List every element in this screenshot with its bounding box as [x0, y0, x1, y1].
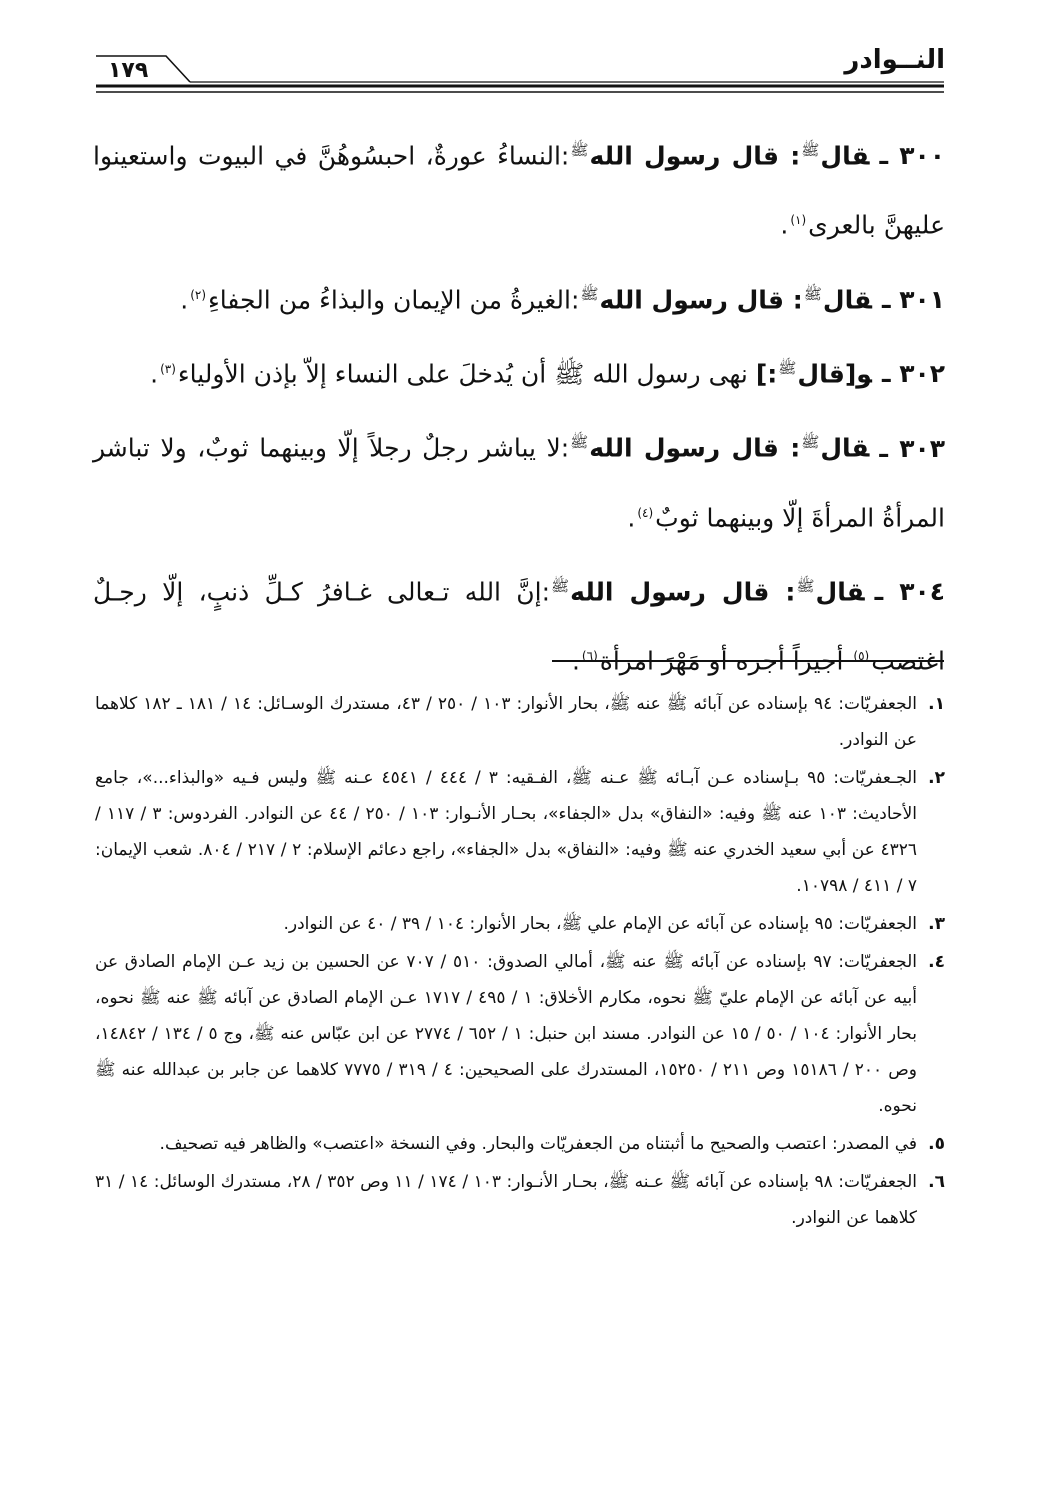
- prophet-attribution: :]: [755, 359, 778, 389]
- end-mark: .: [627, 502, 636, 532]
- footnote-ref: (٤): [637, 505, 654, 520]
- footnote-number: ٥.: [928, 1134, 945, 1154]
- salutation-icon: ﷺ: [570, 433, 589, 452]
- main-text: [93, 118, 945, 698]
- footnote-number: ٢.: [928, 768, 945, 788]
- salutation-icon: ﷺ: [803, 284, 822, 303]
- footnote-5: [95, 1126, 945, 1162]
- hadith-text-continued: أجيراً أجره أو مَهْرَ امرأة: [599, 646, 844, 676]
- prophet-attribution: : قال رسول الله: [589, 433, 801, 463]
- salutation-icon: ﷺ: [580, 284, 599, 303]
- footnote-ref: (١): [790, 213, 807, 228]
- hadith-text: :لا يباشر رجلٌ رجلاً إلّا وبينهما ثوبٌ، ولا تباشر المرأةُ المرأةَ إلّا وبينهما ثوبٌ: [93, 433, 945, 532]
- end-mark: .: [571, 646, 580, 676]
- salutation-icon: ﷺ: [551, 576, 570, 595]
- footnote-6: [95, 1164, 945, 1236]
- salutation-icon: ﷺ: [570, 141, 589, 159]
- salutation-icon: ﷺ: [801, 141, 820, 159]
- hadith-number: ٣٠٣ ـ: [879, 433, 945, 463]
- footnote-2: [95, 760, 945, 904]
- salutation-icon: ﷺ: [796, 576, 815, 595]
- footnote-1: [95, 686, 945, 758]
- footnote-ref: (٢): [190, 287, 207, 302]
- footnote-ref: (٥): [853, 649, 870, 664]
- footnote-ref: (٣): [160, 361, 176, 376]
- page-number: ١٧٩: [108, 58, 149, 83]
- footnote-number: ٦.: [928, 1172, 945, 1192]
- hadith-303: [93, 410, 945, 550]
- footnote-text: في المصدر: اعتصب والصحيح ما أثبتناه من الجعفريّات والبحار. وفي النسخة «اعتصب» والظاهر فيه تصحيف.: [159, 1134, 917, 1154]
- end-mark: .: [150, 359, 159, 389]
- hadith-number: ٣٠٢ ـ: [881, 359, 945, 389]
- footnote-number: ١.: [928, 694, 945, 714]
- said-label: قال: [815, 577, 865, 607]
- running-title: النــوادر: [844, 45, 945, 75]
- hadith-number: ٣٠٠ ـ: [879, 141, 945, 171]
- hadith-text: نهى رسول الله ﷺ أن يُدخلَ على النساء إلاّ بإذن الأولياء: [177, 359, 748, 389]
- footnote-number: ٤.: [928, 952, 945, 972]
- hadith-302: [93, 336, 945, 406]
- said-label: قال: [820, 433, 870, 463]
- hadith-300: [93, 118, 945, 258]
- footnote-separator: [552, 660, 944, 662]
- hadith-number: ٣٠٤ ـ: [874, 577, 945, 607]
- said-label: و[قال: [797, 359, 872, 389]
- footnote-text: الجعفريّات: ٩٧ بإسناده عن آبائه ﷺ عنه ﷺ، أمالي الصدوق: ٥١٠ / ٧٠٧ عن الحسين بن زيد عـن الإمام الصادق عن أبيه عن آبائه عن الإمام عليّ ﷺ نحوه، مكارم الأخلاق: ١ / ٤٩٥ / ١٧١٧ عـن الإمام الصادق عن آبائه ﷺ عنه ﷺ نحوه، بحار الأنوار: ١٠٤ / ٥٠ / ١٥ عن النوادر. مسند ابن حنبل: ١ / ٦٥٢ / ٢٧٧٤ عن ابن عبّاس عنه ﷺ، وج ٥ / ١٣٤ / ١٤٨٤٢، وص ٢٠٠ / ١٥١٨٦ وص ٢١١ / ١٥٢٥٠، المستدرك على الصحيحين: ٤ / ٣١٩ / ٧٧٧٥ كلاهما عن جابر بن عبدالله عنه ﷺ نحوه.: [95, 952, 918, 1116]
- end-mark: .: [180, 284, 189, 314]
- prophet-attribution: : قال رسول الله: [570, 577, 796, 607]
- footnote-text: الجعفريّات: ٩٥ بإسناده عن آبائه عن الإمام علي ﷺ، بحار الأنوار: ١٠٤ / ٣٩ / ٤٠ عن النوادر.: [283, 914, 917, 934]
- footnote-3: [95, 906, 945, 942]
- end-mark: .: [780, 210, 789, 240]
- said-label: قال: [822, 284, 872, 314]
- said-label: قال: [820, 141, 870, 171]
- salutation-icon: ﷺ: [801, 433, 820, 452]
- footnotes: [95, 686, 945, 1238]
- hadith-301: [93, 262, 945, 332]
- footnote-number: ٣.: [928, 914, 945, 934]
- footnote-4: [95, 944, 945, 1124]
- footnote-ref: (٦): [581, 649, 598, 664]
- salutation-icon: ﷺ: [778, 358, 797, 377]
- footnote-text: الجـعفريّات: ٩٥ بـإسناده عـن آبـائه ﷺ عـنه ﷺ، الفـقيه: ٣ / ٤٤٤ / ٤٥٤١ عـنه ﷺ وليس فـيه «والبذاء...»، جامع الأحاديث: ١٠٣ عنه ﷺ وفيه: «النفاق» بدل «الجفاء»، بحـار الأنـوار: ١٠٣ / ٢٥٠ / ٤٤ عن النوادر. الفردوس: ٣ / ١١٧ / ٤٣٢٦ عن أبي سعيد الخدري عنه ﷺ وفيه: «النفاق» بدل «الجفاء»، راجع دعائم الإسلام: ٢ / ٢١٧ / ٨٠٤. شعب الإيمان: ٧ / ٤١١ / ١٠٧٩٨.: [95, 768, 917, 896]
- prophet-attribution: : قال رسول الله: [599, 284, 803, 314]
- footnote-text: الجعفريّات: ٩٨ بإسناده عن آبائه ﷺ عـنه ﷺ، بحـار الأنـوار: ١٠٣ / ١٧٤ / ١١ وص ٣٥٢ / ٢٨، مستدرك الوسائل: ١٤ / ٣١ كلاهما عن النوادر.: [95, 1172, 918, 1228]
- hadith-text: :النساءُ عورةٌ، احبسُوهُنَّ في البيوت واستعينوا عليهنَّ بالعرى: [93, 141, 945, 240]
- hadith-text: :إنَّ الله تـعالى غـافرُ كـلِّ ذنبٍ، إلّا رجـلٌ اغتصب: [93, 577, 945, 676]
- hadith-304: [93, 554, 945, 694]
- footnote-text: الجعفريّات: ٩٤ بإسناده عن آبائه ﷺ عنه ﷺ، بحار الأنوار: ١٠٣ / ٢٥٠ / ٤٣، مستدرك الوسـائل: ١٤ / ١٨١ ـ ١٨٢ كلاهما عن النوادر.: [95, 694, 917, 750]
- hadith-text: :الغيرةُ من الإيمان والبذاءُ من الجفاءِ: [208, 284, 580, 314]
- prophet-attribution: : قال رسول الله: [589, 141, 801, 171]
- hadith-number: ٣٠١ ـ: [881, 284, 945, 314]
